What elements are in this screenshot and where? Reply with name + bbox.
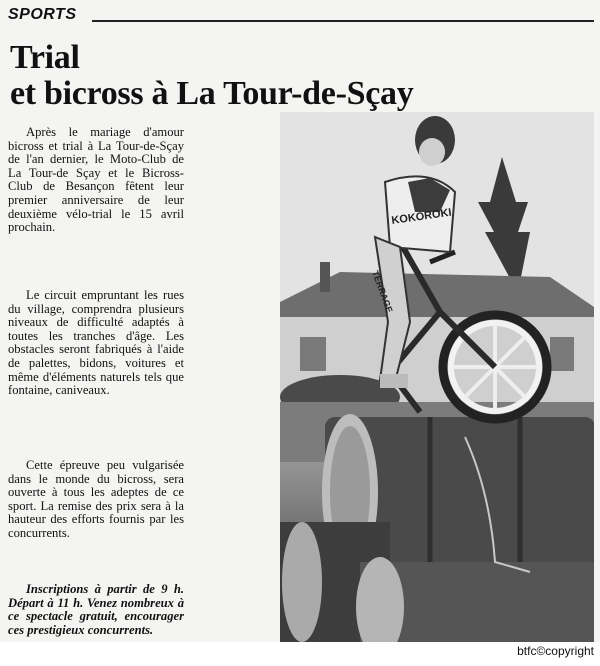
section-header xyxy=(8,6,594,28)
rider-shoe xyxy=(380,374,408,388)
headline-line-1: Trial xyxy=(10,39,80,76)
chimney xyxy=(320,262,330,292)
copyright-notice: btfc©copyright xyxy=(517,644,594,658)
rider-sleeve-text: TERRAGE xyxy=(370,269,395,315)
article-paragraph-4: Inscriptions à partir de 9 h. Départ à 11 h. Venez nombreux à ce spectacle gratuit, encourager ces prestigieux concurrents. xyxy=(8,582,184,637)
article-photo xyxy=(280,112,594,642)
photo-illustration xyxy=(280,112,594,642)
section-rule xyxy=(92,20,594,22)
article-paragraph-1: Après le mariage d'amour bicross et trial à La Tour-de-Sçay de l'an dernier, le Moto-Club de La Tour-de Sçay et le Bicross-Club de Besançon fêtent leur premier anniversaire de leur deuxième vélo-trial le 15 avril prochain. xyxy=(8,125,184,235)
house-window xyxy=(550,337,574,371)
headline xyxy=(10,40,480,112)
rider-face xyxy=(419,138,445,166)
article-paragraph-3: Cette épreuve peu vulgarisée dans le monde du bicross, sera ouverte à tous les adeptes de ce sport. La remise des prix sera à la hauteur des efforts fournis par les concurrents. xyxy=(8,458,184,540)
headline-line-2: et bicross à La Tour-de-Sçay xyxy=(10,75,414,112)
section-label: SPORTS xyxy=(8,6,77,23)
house-window xyxy=(300,337,326,371)
barrel-bottom-left-end xyxy=(282,522,322,642)
rider-shirt-text: KOKOROKI xyxy=(390,206,453,227)
article-paragraph-2: Le circuit empruntant les rues du village, comprendra plusieurs niveaux de difficulté adaptés à toutes les tranches d'âge. Les obstacles seront fabriqués à l'aide de palettes, bidons, voitures et même d'éléments naturels tels que fontaine, caniveaux. xyxy=(8,288,184,398)
